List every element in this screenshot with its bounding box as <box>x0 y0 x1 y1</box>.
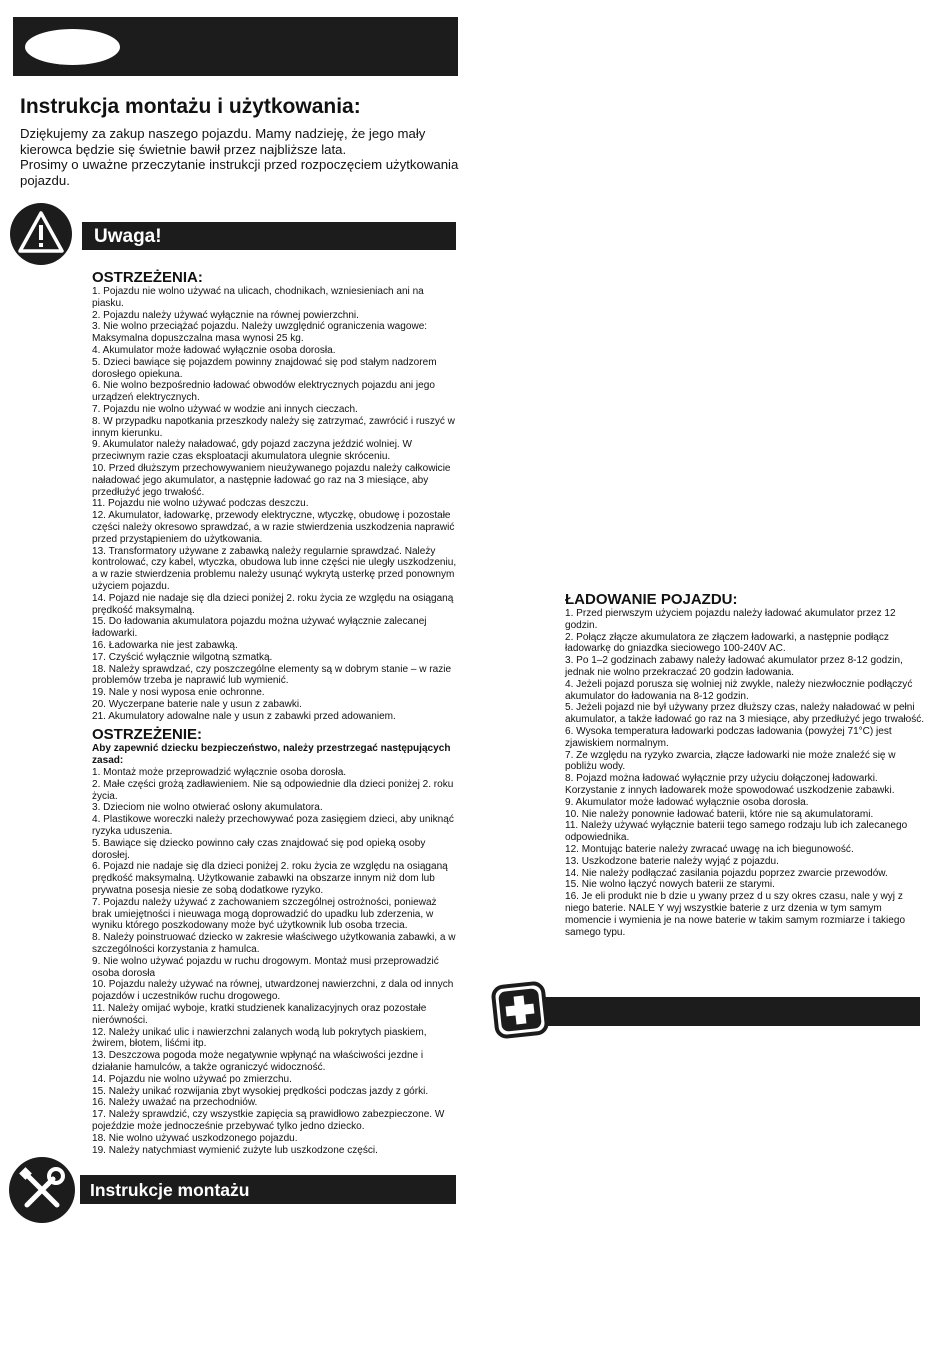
safety-item: 9. Nie wolno używać pojazdu w ruchu drogowym. Montaż musi przeprowadzić osoba dorosła <box>92 955 439 979</box>
safety-item: 5. Bawiące się dziecko powinno cały czas znajdować się pod opieką osoby dorosłej. <box>92 837 426 861</box>
warning-item: 3. Nie wolno przeciążać pojazdu. Należy uwzględnić ograniczenia wagowe: Maksymalna dopuszczalna masa wynosi 25 kg. <box>92 321 428 345</box>
charging-item: 4. Jeżeli pojazd porusza się wolniej niż zwykle, należy niezwłocznie podłączyć akumulator do ładowania na 8-12 godzin. <box>565 678 913 702</box>
charging-item: 9. Akumulator może ładować wyłącznie osoba dorosła. <box>565 796 809 808</box>
warning-item: 21. Akumulatory adowalne nale y usun z zabawki przed adowaniem. <box>92 710 396 722</box>
charging-section <box>565 592 925 938</box>
safety-item: 4. Plastikowe woreczki należy przechowywać poza zasięgiem dzieci, aby uniknąć ryzyka uduszenia. <box>92 814 454 838</box>
warning-item: 12. Akumulator, ładowarkę, przewody elektryczne, wtyczkę, obudowę i pozostałe części należy okresowo sprawdzać, a w razie stwierdzenia uszkodzenia naprawić przed przystąpieniem do użytkowania. <box>92 510 455 545</box>
safety-item: 15. Należy unikać rozwijania zbyt wysokiej prędkości podczas jazdy z górki. <box>92 1085 429 1097</box>
safety-item: 14. Pojazdu nie wolno używać po zmierzchu. <box>92 1073 292 1085</box>
safety-item: 8. Należy poinstruować dziecko w zakresie właściwego użytkowania zabawki, a w szczególności korzystania z hamulca. <box>92 932 456 956</box>
warning-item: 10. Przed dłuższym przechowywaniem nieużywanego pojazdu należy całkowicie naładować jego akumulator, a następnie ładować go raz na 3 miesiące, aby przedłużyć jego trwałość. <box>92 462 451 498</box>
first-aid-cross-icon <box>490 980 550 1040</box>
safety-item: 7. Pojazdu należy używać z zachowaniem szczególnej ostrożności, ponieważ brak umiejętności i nieuwaga mogą doprowadzić do upadku lub zderzenia, w wyniku którego poszkodowany może być użytkownik lub osoba trzecia. <box>92 896 437 932</box>
safety-item: 6. Pojazd nie nadaje się dla dzieci poniżej 2. roku życia ze względu na osiąganą prędkość maksymalną. Użytkowanie zabawki na obszarze innym niż dom lub prywatna posesja niesie ze sobą dodatkowe ryzyko. <box>92 861 448 897</box>
warning-triangle-icon <box>8 201 74 267</box>
assembly-section-bar: Instrukcje montażu <box>80 1175 456 1204</box>
charging-item: 3. Po 1–2 godzinach zabawy należy ładować akumulator przez 8-12 godzin, jednak nie wolno przekraczać 20 godzin ładowania. <box>565 655 903 678</box>
warning-item: 15. Do ładowania akumulatora pojazdu można używać wyłącznie zalecanej ładowarki. <box>92 616 427 640</box>
page-title: Instrukcja montażu i użytkowania: <box>20 95 361 118</box>
intro-text <box>20 126 460 188</box>
warnings-section <box>92 270 457 1156</box>
warning-item: 16. Ładowarka nie jest zabawką. <box>92 639 238 651</box>
intro-line: Dziękujemy za zakup naszego pojazdu. Mamy nadzieję, że jego mały kierowca będzie się świetnie bawił przez najbliższe lata. <box>20 126 426 157</box>
uwaga-section-bar: Uwaga! <box>82 222 456 250</box>
charging-item: 1. Przed pierwszym użyciem pojazdu należy ładować akumulator przez 12 godzin. <box>565 608 896 631</box>
charging-item: 7. Ze względu na ryzyko zwarcia, złącze ładowarki nie może znaleźć się w pobliżu wody. <box>565 749 896 773</box>
safety-item: 13. Deszczowa pogoda może negatywnie wpłynąć na właściwości jezdne i działanie hamulców, a także ograniczyć widoczność. <box>92 1050 424 1073</box>
warning-item: 13. Transformatory używane z zabawką należy regularnie sprawdzać. Należy kontrolować, czy kabel, wtyczka, obudowa lub inne części nie uległy uszkodzeniu, a w razie stwierdzenia problemu należy usunąć wykrytą usterkę przed ponownym użyciem pojazdu. <box>92 545 457 592</box>
warning-item: 6. Nie wolno bezpośrednio ładować obwodów elektrycznych pojazdu ani jego urządzeń elektrycznych. <box>92 380 435 404</box>
header-bar <box>13 17 458 76</box>
warnings-heading: OSTRZEŻENIA: <box>92 269 203 286</box>
warning-item: 1. Pojazdu nie wolno używać na ulicach, chodnikach, wzniesieniach ani na piasku. <box>92 286 424 309</box>
warning-item: 14. Pojazd nie nadaje się dla dzieci poniżej 2. roku życia ze względu na osiąganą prędkość maksymalną. <box>92 592 454 616</box>
charging-item: 15. Nie wolno łączyć nowych baterii ze starymi. <box>565 879 775 891</box>
safety-item: 16. Należy uważać na przechodniów. <box>92 1097 258 1109</box>
warning-item: 18. Należy sprawdzać, czy poszczególne elementy są w dobrym stanie – w razie problemów trzeba je naprawić lub wymienić. <box>92 663 452 687</box>
charging-item: 11. Należy używać wyłącznie baterii tego samego rodzaju lub ich zalecanego odpowiednika. <box>565 820 908 844</box>
safety-item: 1. Montaż może przeprowadzić wyłącznie osoba dorosła. <box>92 767 347 779</box>
warning-item: 7. Pojazdu nie wolno używać w wodzie ani innych cieczach. <box>92 403 358 415</box>
warning-item: 20. Wyczerpane baterie nale y usun z zabawki. <box>92 698 302 710</box>
warning-item: 17. Czyścić wyłącznie wilgotną szmatką. <box>92 651 273 663</box>
warning-item: 19. Nale y nosi wyposa enie ochronne. <box>92 687 265 699</box>
warning-item: 4. Akumulator może ładować wyłącznie osoba dorosła. <box>92 344 336 356</box>
warning-item: 5. Dzieci bawiące się pojazdem powinny znajdować się pod stałym nadzorem dorosłego opiekuna. <box>92 356 437 380</box>
safety-item: 3. Dzieciom nie wolno otwierać osłony akumulatora. <box>92 802 323 814</box>
safety-item: 19. Należy natychmiast wymienić zużyte lub uszkodzone części. <box>92 1144 378 1156</box>
charging-item: 14. Nie należy podłączać zasilania pojazdu poprzez zwarcie przewodów. <box>565 867 888 879</box>
warning-subheading: Aby zapewnić dziecku bezpieczeństwo, należy przestrzegać następujących zasad: <box>92 743 451 767</box>
warning-item: 11. Pojazdu nie wolno używać podczas deszczu. <box>92 498 309 510</box>
charging-item: 8. Pojazd można ładować wyłącznie przy użyciu dołączonej ładowarki. Korzystanie z innych ładowarek może spowodować uszkodzenie zabawki. <box>565 773 895 796</box>
first-aid-section-bar <box>524 997 920 1026</box>
safety-item: 2. Małe części grożą zadławieniem. Nie są odpowiednie dla dzieci poniżej 2. roku życia. <box>92 778 454 802</box>
header-oval <box>25 29 120 65</box>
safety-item: 12. Należy unikać ulic i nawierzchni zalanych wodą lub pokrytych piaskiem, żwirem, błotem, liśćmi itp. <box>92 1026 427 1050</box>
charging-item: 10. Nie należy ponownie ładować baterii, które nie są akumulatorami. <box>565 808 874 820</box>
charging-item: 6. Wysoka temperatura ładowarki podczas ładowania (powyżej 71°C) jest zjawiskiem normalnym. <box>565 725 892 749</box>
warning-item: 8. W przypadku napotkania przeszkody należy się zatrzymać, zawrócić i ruszyć w innym kierunku. <box>92 415 455 439</box>
safety-item: 10. Pojazdu należy używać na równej, utwardzonej nawierzchni, z dala od innych pojazdów i uczestników ruchu drogowego. <box>92 979 454 1003</box>
charging-item: 12. Montując baterie należy zwracać uwagę na ich biegunowość. <box>565 843 854 855</box>
charging-heading: ŁADOWANIE POJAZDU: <box>565 591 738 608</box>
charging-item: 2. Połącz złącze akumulatora ze złączem ładowarki, a następnie podłącz ładowarkę do gniazdka sieciowego 100-240V AC. <box>565 631 889 655</box>
safety-item: 17. Należy sprawdzić, czy wszystkie zapięcia są prawidłowo zabezpieczone. W pojeździe może jednocześnie przebywać tylko jedno dziecko. <box>92 1109 445 1132</box>
wrench-screwdriver-icon <box>7 1155 77 1225</box>
safety-item: 11. Należy omijać wyboje, kratki studzienek kanalizacyjnych oraz pozostałe nierówności. <box>92 1003 427 1026</box>
safety-item: 18. Nie wolno używać uszkodzonego pojazdu. <box>92 1132 298 1144</box>
warning-heading: OSTRZEŻENIE: <box>92 726 203 744</box>
warning-item: 9. Akumulator należy naładować, gdy pojazd zaczyna jeździć wolniej. W przeciwnym razie czas eksploatacji akumulatora ulegnie skróceniu. <box>92 439 412 463</box>
charging-item: 5. Jeżeli pojazd nie był używany przez dłuższy czas, należy naładować w pełni akumulator, a także ładować go raz na 3 miesiące, aby przedłużyć jego trwałość. <box>565 702 925 726</box>
warning-item: 2. Pojazdu należy używać wyłącznie na równej powierzchni. <box>92 309 359 321</box>
charging-item: 13. Uszkodzone baterie należy wyjąć z pojazdu. <box>565 855 779 867</box>
intro-line: Prosimy o uważne przeczytanie instrukcji przed rozpoczęciem użytkowania pojazdu. <box>20 157 459 188</box>
charging-item: 16. Je eli produkt nie b dzie u ywany przez d u szy okres czasu, nale y wyj z niego baterie. NALE Y wyj wszystkie baterie z urz dzenia w tym samym momencie i wymienia je na nowe baterie w takim samym rozmiarze i takiego samego typu. <box>565 891 906 938</box>
